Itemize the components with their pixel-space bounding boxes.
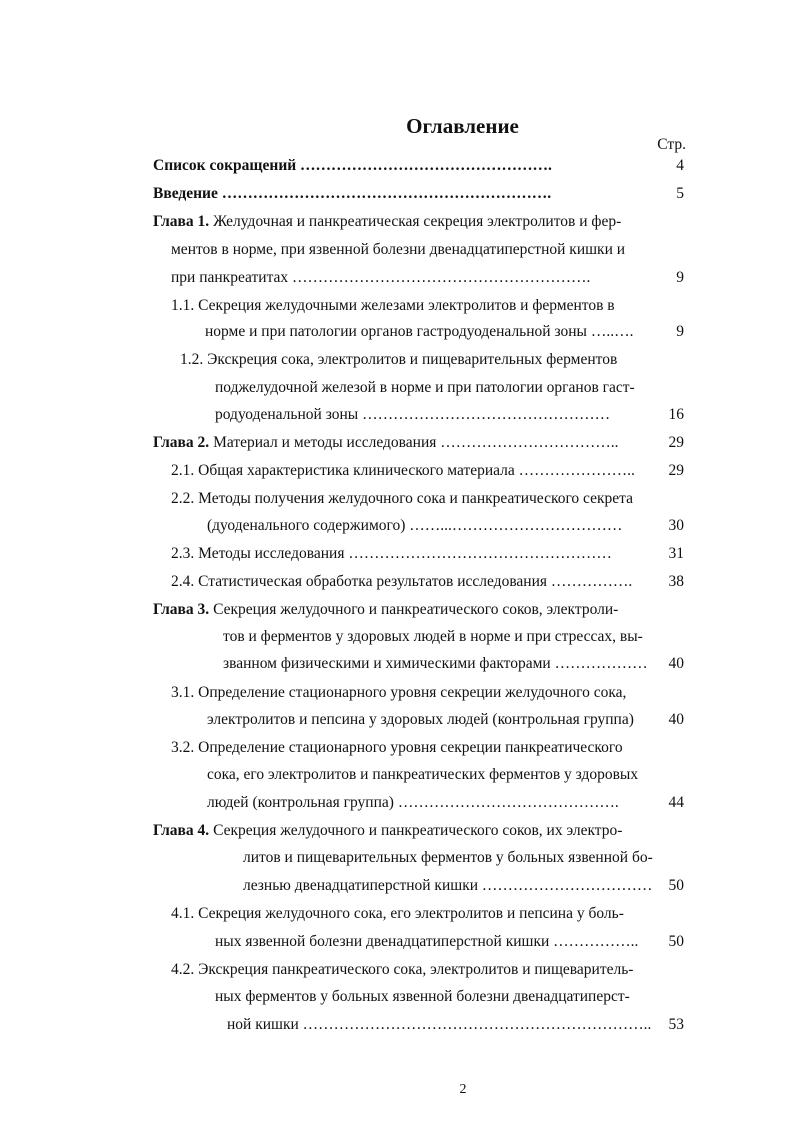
toc-entry-line: (дуоденального содержимого) ……...…………………………… [207,517,623,534]
toc-entry-line: званном физическими и химическими факторами ……………… [223,655,648,672]
toc-page-number: 30 [668,517,684,534]
toc-entry-line: поджелудочной железой в норме и при патологии органов гаст- [215,379,635,396]
toc-entry-chapter-2 [153,433,619,453]
toc-entry-line: тов и ферментов у здоровых людей в норме и при стрессах, вы- [223,628,643,645]
toc-entry-line: литов и пищеварительных ферментов у больных язвенной бо- [243,849,653,866]
chapter-title: Материал и методы исследования …………………………….. [209,434,619,451]
toc-entry-section-2-1: 2.1. Общая характеристика клинического материала ………………….. [171,462,635,479]
toc-entry-chapter-1 [153,212,621,232]
toc-page-number: 40 [668,655,684,672]
toc-page-number: 53 [668,1016,684,1033]
toc-entry-section-3-1: 3.1. Определение стационарного уровня секреции желудочного сока, [171,684,627,701]
toc-entry-line: людей (контрольная группа) ……………………………………. [207,794,619,811]
toc-page-number: 4 [676,157,684,174]
chapter-label: Глава 2. [153,434,210,451]
page-column-label: Стр. [657,136,686,153]
toc-page-number: 9 [676,269,684,286]
toc-entry-line: ной кишки ………………………………………………………….. [227,1016,652,1033]
toc-page-number: 29 [668,462,684,479]
chapter-title: Секреция желудочного и панкреатического соков, электроли- [209,601,619,618]
toc-page-number: 5 [676,185,684,202]
toc-entry-line: при панкреатитах …………………………………………………. [171,269,591,286]
toc-entry-line: ных язвенной болезни двенадцатиперстной кишки …………….. [215,933,639,950]
toc-entry-line: ментов в норме, при язвенной болезни двенадцатиперстной кишки и [171,241,626,258]
toc-entry-chapter-3 [153,600,618,620]
toc-page-number: 50 [668,877,684,894]
chapter-label: Глава 4. [153,822,210,839]
toc-entry-line: родуоденальной зоны ………………………………………… [215,406,611,423]
toc-entry-section-4-1: 4.1. Секреция желудочного сока, его электролитов и пепсина у боль- [171,905,624,922]
chapter-title: Желудочная и панкреатическая секреция электролитов и фер- [209,213,622,230]
toc-entry-line: норме и при патологии органов гастродуоденальной зоны …..…. [205,323,634,340]
chapter-label: Глава 1. [153,213,210,230]
toc-page-number: 40 [668,711,684,728]
toc-entry-chapter-4 [153,821,622,841]
toc-entry-section-3-2: 3.2. Определение стационарного уровня секреции панкреатического [171,739,623,756]
toc-page-number: 44 [668,794,684,811]
toc-entry-introduction: Введение ………………………………………………………. [153,185,552,202]
toc-page-number: 9 [676,323,684,340]
toc-page-number: 29 [668,434,684,451]
toc-entry-line: электролитов и пепсина у здоровых людей (контрольная группа) [207,711,634,728]
toc-entry-section-2-3: 2.3. Методы исследования …………………………………………… [171,545,612,562]
toc-page-number: 16 [668,406,684,423]
toc-entry-section-2-4: 2.4. Статистическая обработка результатов исследования ……………. [171,573,633,590]
page-title: Оглавление [406,114,519,138]
chapter-label: Глава 3. [153,601,210,618]
toc-page-number: 31 [668,545,684,562]
toc-entry-section-2-2: 2.2. Методы получения желудочного сока и панкреатического секрета [171,490,633,507]
toc-entry-abbreviations: Список сокращений …………………………………………. [153,157,552,174]
toc-entry-section-4-2: 4.2. Экскреция панкреатического сока, электролитов и пищеваритель- [171,961,634,978]
toc-entry-section-1-1: 1.1. Секреция желудочными железами электролитов и ферментов в [171,297,615,314]
toc-page-number: 38 [668,573,684,590]
toc-entry-line: ных ферментов у больных язвенной болезни двенадцатиперст- [215,988,630,1005]
toc-entry-section-1-2: 1.2. Экскреция сока, электролитов и пищеварительных ферментов [180,351,618,368]
chapter-title: Секреция желудочного и панкреатического соков, их электро- [209,822,623,839]
toc-page-number: 50 [668,933,684,950]
toc-entry-line: лезнью двенадцатиперстной кишки …………………………… [243,877,653,894]
toc-entry-line: сока, его электролитов и панкреатических ферментов у здоровых [207,766,639,783]
page-number: 2 [459,1082,467,1097]
